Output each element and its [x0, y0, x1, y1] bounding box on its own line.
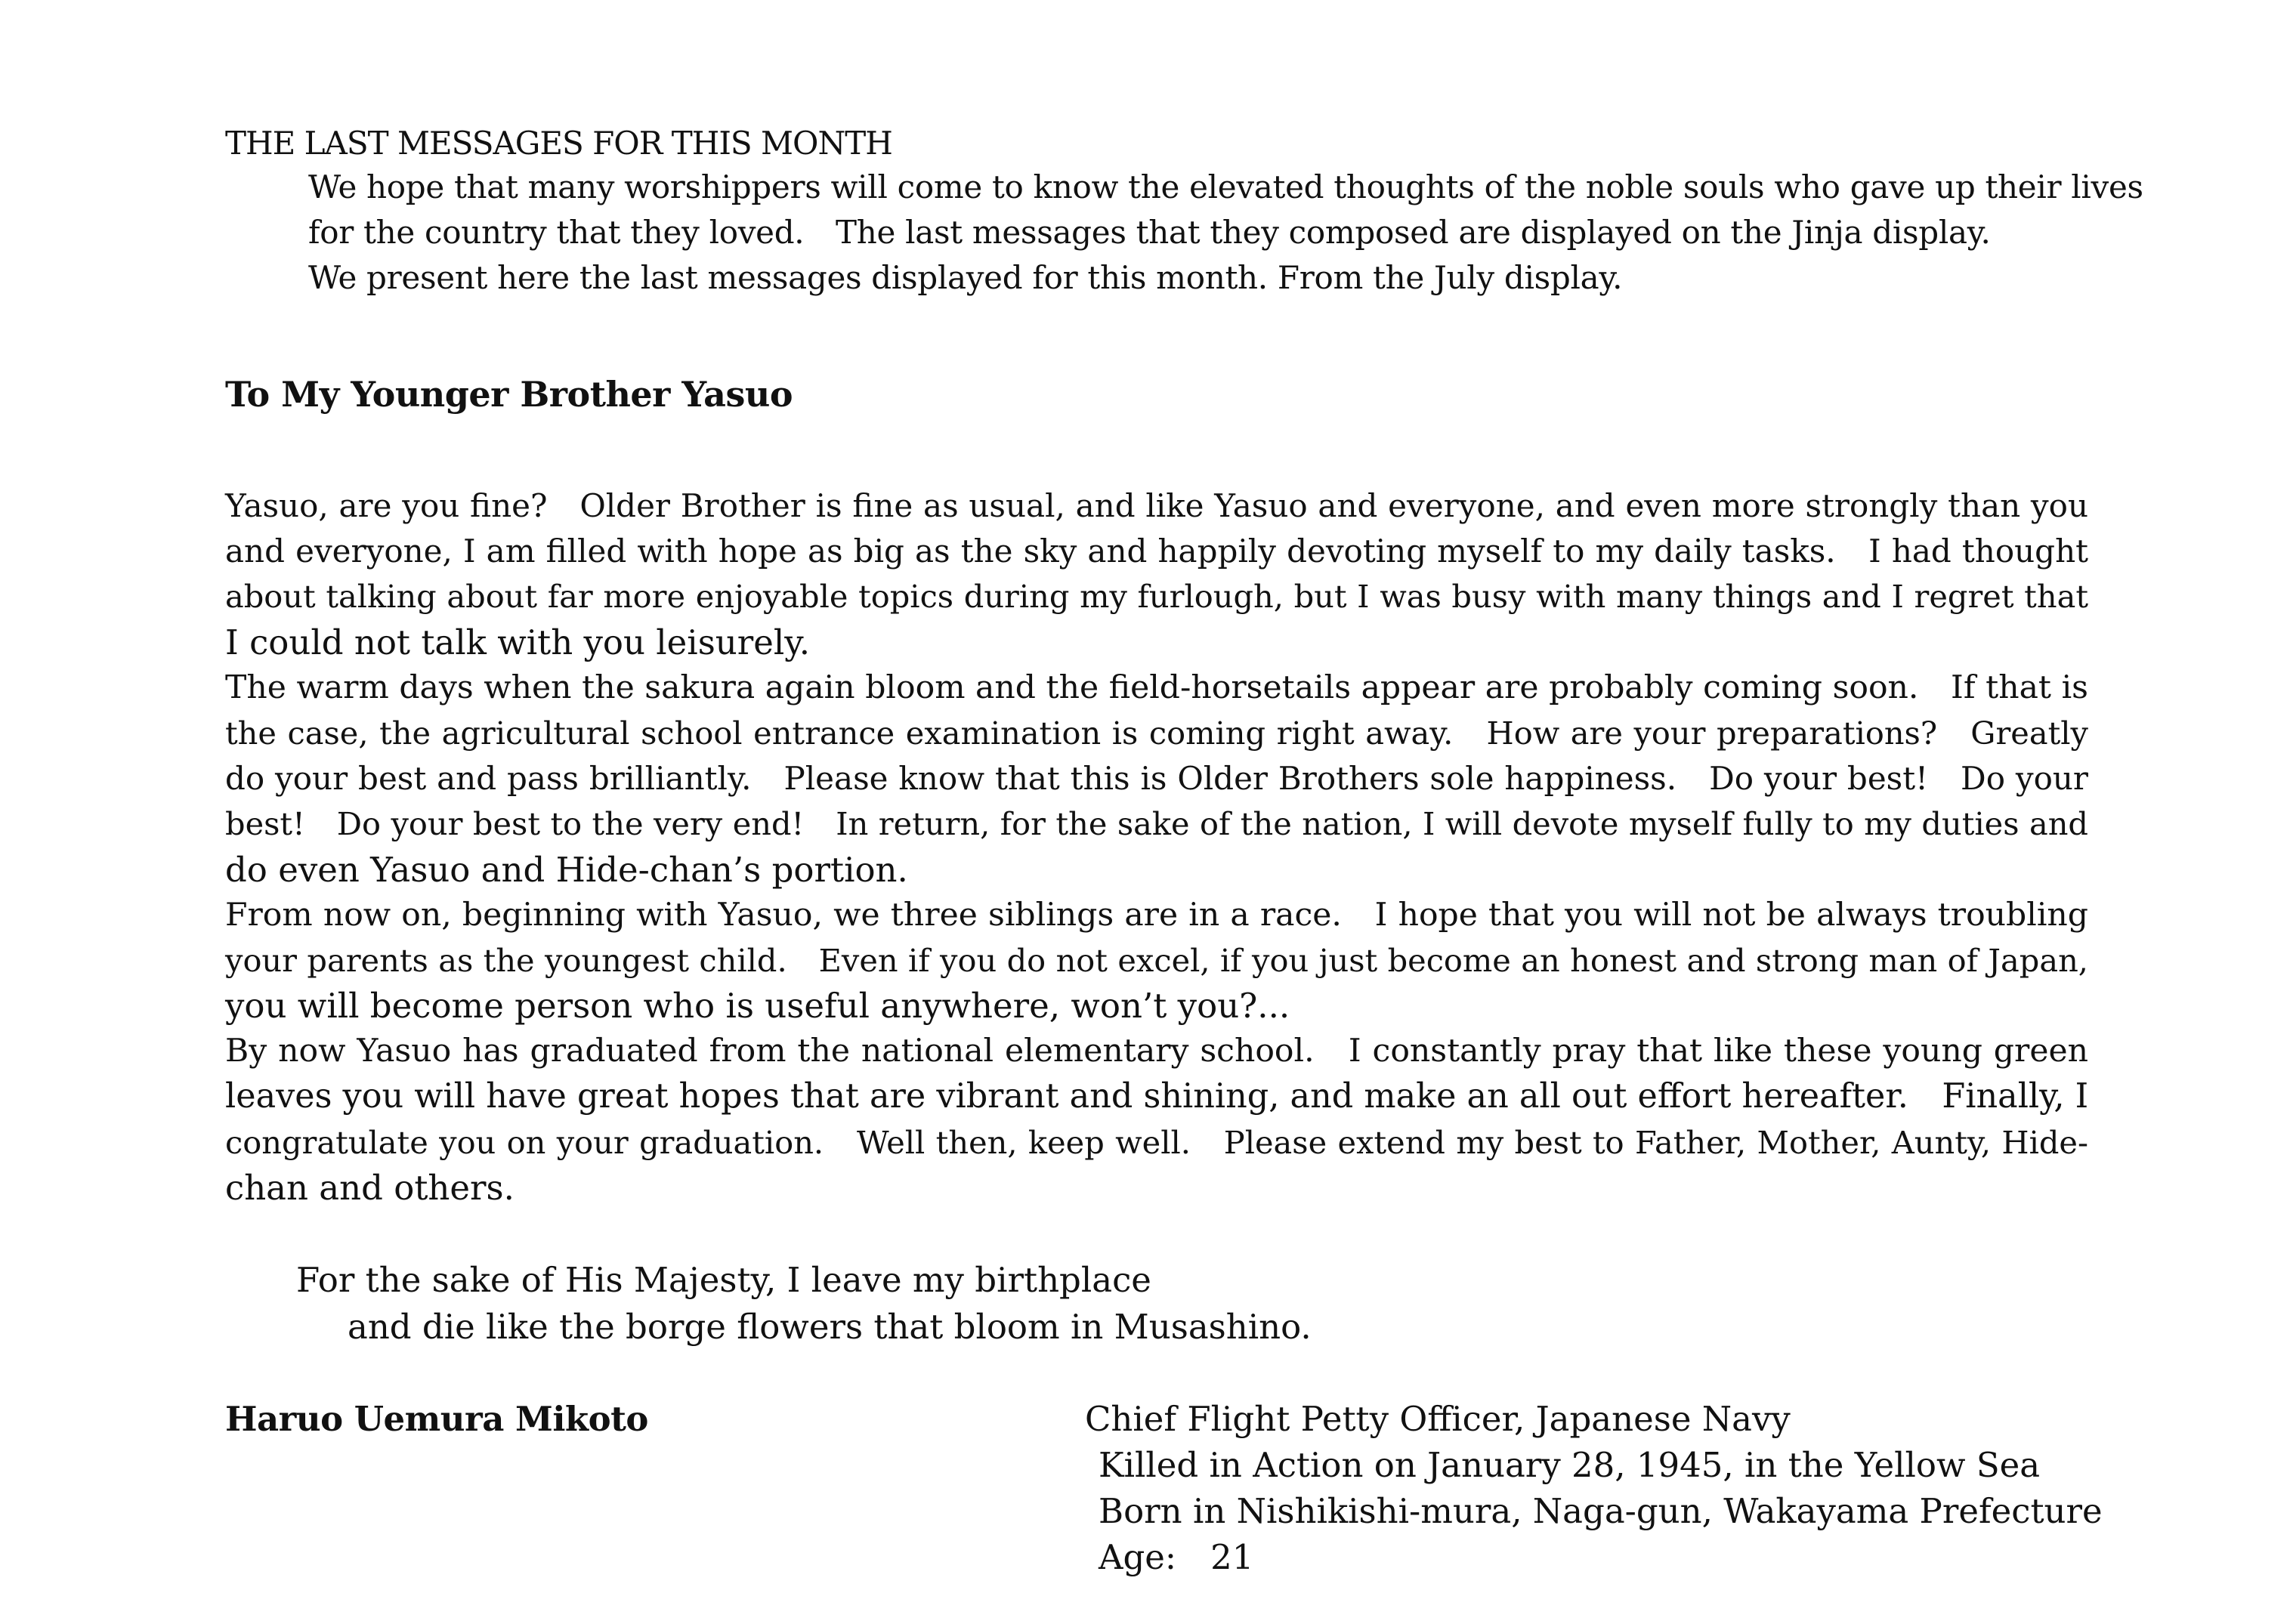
- author-name: Haruo Uemura Mikoto: [225, 1399, 648, 1439]
- intro-paragraph: [308, 165, 2197, 301]
- letter-line: best! Do your best to the very end! In return, for the sake of the nation, I will devote myself fully to my duties and: [225, 805, 2088, 843]
- letter-line: congratulate you on your graduation. Well then, keep well. Please extend my best to Father, Mother, Aunty, Hide-: [225, 1123, 2088, 1161]
- letter-line: From now on, beginning with Yasuo, we three siblings are in a race. I hope that you will not be always troubling: [225, 896, 2088, 934]
- letter-line: your parents as the youngest child. Even if you do not excel, if you just become an honest and strong man of Japan,: [225, 941, 2088, 979]
- death-poem: [296, 1257, 1312, 1351]
- letter-line: do even Yasuo and Hide-chan’s portion.: [225, 849, 908, 890]
- letter-line: the case, the agricultural school entrance examination is coming right away. How are your preparations? Greatly: [225, 714, 2088, 752]
- letter-line: do your best and pass brilliantly. Please know that this is Older Brothers sole happiness. Do your best! Do your: [225, 760, 2088, 798]
- poem-line: For the sake of His Majesty, I leave my birthplace: [296, 1260, 1151, 1300]
- intro-line: for the country that they loved. The last messages that they composed are displayed on the Jinja display.: [308, 214, 1991, 251]
- bio-age: Age: 21: [1099, 1537, 1254, 1577]
- letter-line: Yasuo, are you fine? Older Brother is fine as usual, and like Yasuo and everyone, and even more strongly than you: [225, 487, 2088, 524]
- poem-line: and die like the borge flowers that bloom in Musashino.: [348, 1307, 1312, 1347]
- bio-rank: Chief Flight Petty Officer, Japanese Navy: [1085, 1399, 1791, 1439]
- author-bio: [1085, 1396, 2103, 1580]
- letter-line: leaves you will have great hopes that are vibrant and shining, and make an all out effort hereafter. Finally, I: [225, 1077, 2089, 1116]
- bio-killed: Killed in Action on January 28, 1945, in the Yellow Sea: [1099, 1445, 2041, 1485]
- letter-line: By now Yasuo has graduated from the national elementary school. I constantly pray that like these young green: [225, 1033, 2088, 1070]
- bio-born: Born in Nishikishi-mura, Naga-gun, Wakayama Prefecture: [1099, 1491, 2103, 1531]
- letter-line: and everyone, I am filled with hope as big as the sky and happily devoting myself to my daily tasks. I had thought: [225, 533, 2088, 570]
- intro-line: We hope that many worshippers will come to know the elevated thoughts of the noble souls who gave up their lives: [308, 168, 2143, 205]
- letter-line: The warm days when the sakura again bloom and the field-horsetails appear are probably coming soon. If that is: [225, 668, 2088, 706]
- letter-body: [225, 483, 2088, 1211]
- section-heading: THE LAST MESSAGES FOR THIS MONTH: [225, 125, 892, 162]
- letter-line: chan and others.: [225, 1167, 515, 1208]
- letter-line: I could not talk with you leisurely.: [225, 622, 811, 662]
- letter-title: To My Younger Brother Yasuo: [225, 374, 793, 415]
- intro-line: We present here the last messages displayed for this month. From the July display.: [308, 259, 1623, 296]
- letter-line: about talking about far more enjoyable topics during my furlough, but I was busy with many things and I regret that: [225, 578, 2088, 616]
- letter-line: you will become person who is useful anywhere, won’t you?...: [225, 986, 1290, 1027]
